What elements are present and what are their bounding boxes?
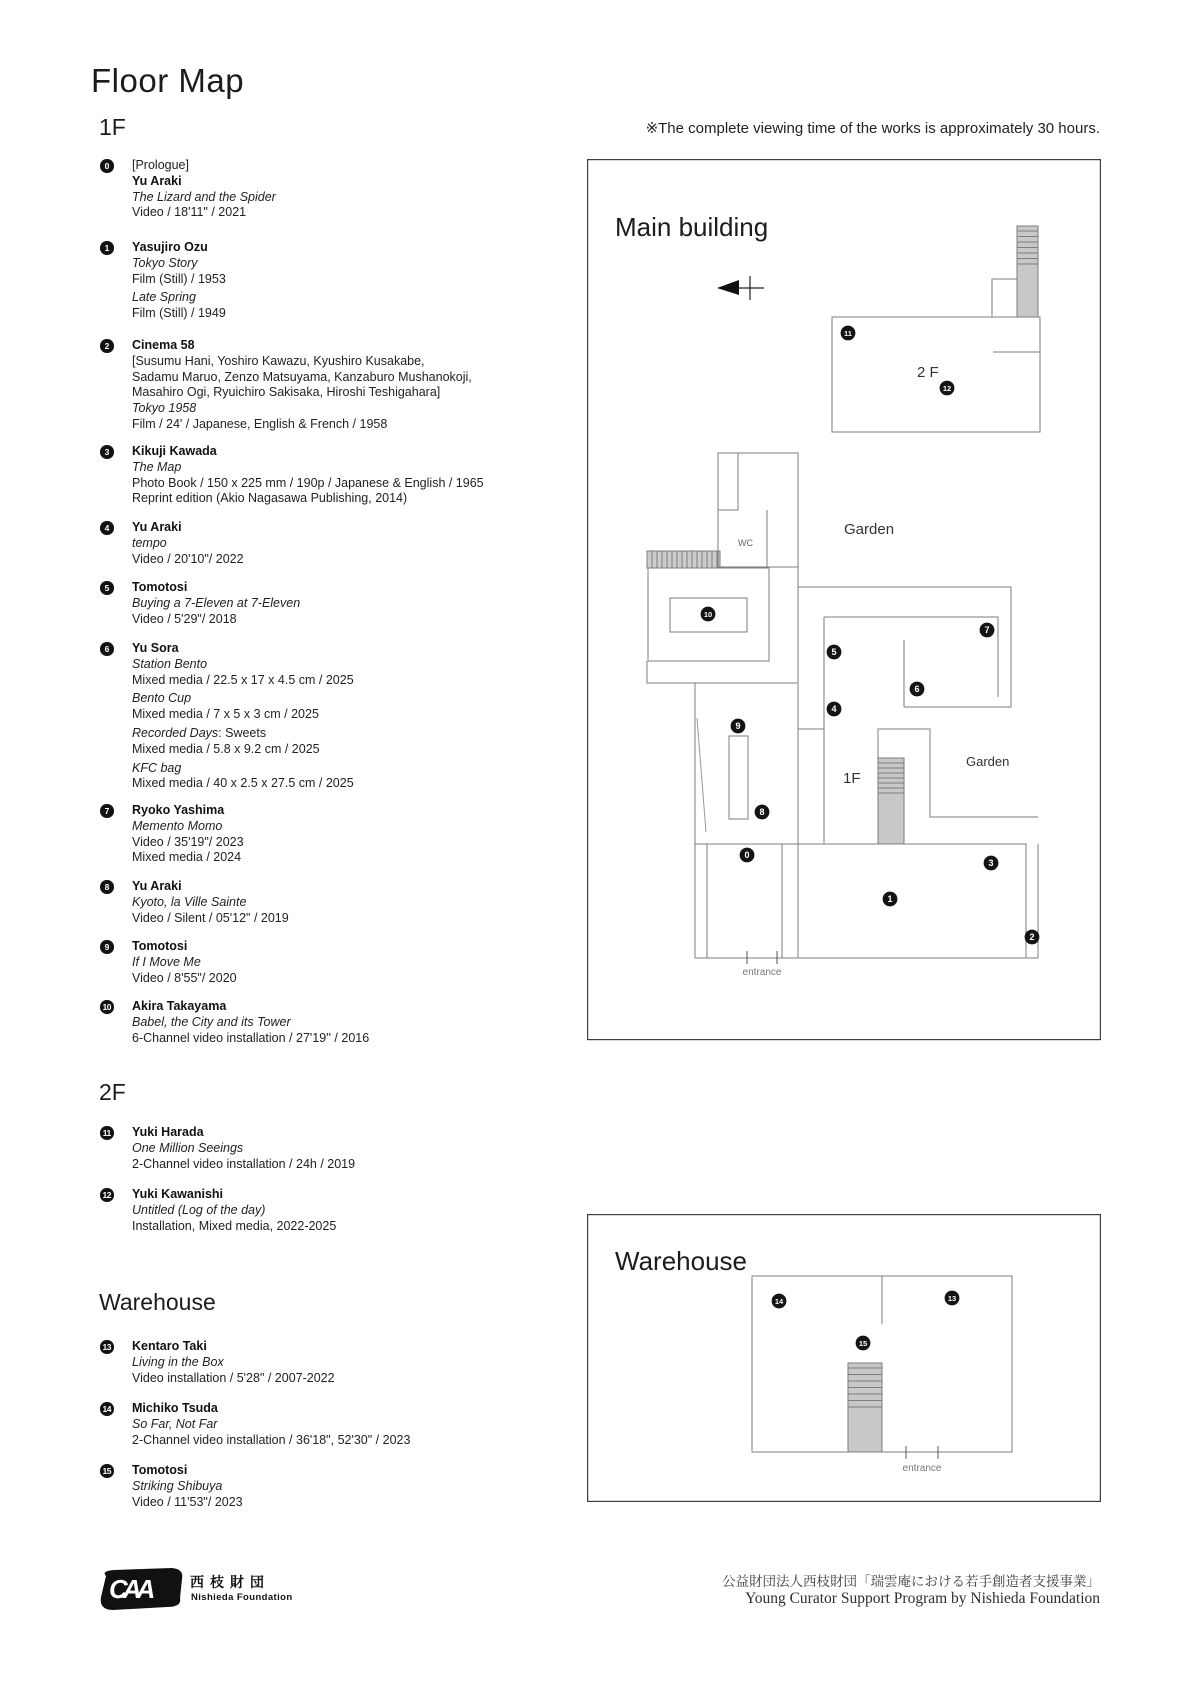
item-number-badge: 1: [100, 241, 114, 255]
item-number-badge: 14: [100, 1402, 114, 1416]
map-label: entrance: [902, 1463, 942, 1474]
item-line: 6-Channel video installation / 27'19'' / 2016: [132, 1030, 370, 1045]
item-line: Buying a 7-Eleven at 7-Eleven: [132, 595, 301, 610]
item-line: Yuki Kawanishi: [132, 1187, 224, 1201]
item-lines: [132, 240, 226, 322]
svg-text:8: 8: [759, 807, 765, 818]
floor-heading-warehouse: Warehouse: [99, 1289, 216, 1315]
item-lines: [132, 580, 300, 627]
item-line: Yu Araki: [132, 173, 182, 188]
item-number-badge: 6: [100, 642, 114, 656]
item-line: Video / 8'55"/ 2020: [132, 970, 237, 985]
item-line: Video installation / 5'28" / 2007-2022: [132, 1370, 335, 1385]
item-line: Tomotosi: [132, 939, 188, 953]
svg-text:2: 2: [1029, 932, 1035, 943]
map-label: Garden: [966, 754, 1010, 769]
walls-1f: [647, 453, 1038, 958]
map-marker-14: [772, 1294, 787, 1309]
item-line: Yu Araki: [132, 879, 182, 893]
main-building-map-title: Main building: [615, 212, 769, 242]
item-number-badge: 5: [100, 581, 114, 595]
map-marker-0: [740, 848, 755, 863]
item-line: Michiko Tsuda: [132, 1401, 218, 1415]
item-line: Video / 20'10"/ 2022: [132, 551, 244, 566]
item-line: Living in the Box: [132, 1354, 224, 1369]
map-marker-2: [1025, 930, 1040, 945]
item-line: Mixed media / 5.8 x 9.2 cm / 2025: [132, 741, 320, 756]
item-line: Kikuji Kawada: [132, 444, 217, 458]
floor-heading-2f: 2F: [99, 1079, 126, 1105]
map-marker-4: [827, 702, 842, 717]
item-line: Akira Takayama: [132, 999, 227, 1013]
item-line: Video / Silent / 05'12" / 2019: [132, 910, 289, 925]
item-lines: [132, 1339, 335, 1386]
item-line: Late Spring: [132, 290, 196, 305]
item-line: 2-Channel video installation / 24h / 2019: [132, 1156, 356, 1171]
nishieda-foundation-logo: [96, 1566, 188, 1612]
item-line: [Susumu Hani, Yoshiro Kawazu, Kyushiro Kusakabe,: [132, 353, 425, 368]
item-number-badge: 10: [100, 1000, 114, 1014]
svg-text:4: 4: [831, 704, 837, 715]
svg-text:14: 14: [774, 1297, 784, 1307]
item-line: [Prologue]: [132, 158, 189, 172]
item-line: Mixed media / 7 x 5 x 3 cm / 2025: [132, 707, 319, 722]
item-line: Ryoko Yashima: [132, 803, 225, 817]
item-line: Reprint edition (Akio Nagasawa Publishing, 2014): [132, 491, 408, 506]
svg-text:12: 12: [942, 384, 952, 394]
item-line: Station Bento: [132, 656, 208, 671]
stairs-warehouse: [848, 1363, 882, 1452]
item-line: Striking Shibuya: [132, 1478, 223, 1493]
item-number-badge: 9: [100, 940, 114, 954]
credit-english: Young Curator Support Program by Nishieda Foundation: [745, 1590, 1100, 1607]
item-lines: [132, 444, 484, 507]
item-line: Video / 5'29"/ 2018: [132, 611, 237, 626]
stairs-1f: [878, 758, 904, 844]
map-marker-8: [755, 805, 770, 820]
item-line: Kentaro Taki: [132, 1339, 207, 1353]
item-line: Film (Still) / 1953: [132, 271, 226, 286]
item-line: 2-Channel video installation / 36'18", 52'30" / 2023: [132, 1432, 411, 1447]
map-label: Garden: [844, 521, 895, 538]
item-number-badge: 13: [100, 1340, 114, 1354]
item-number-badge: 12: [100, 1188, 114, 1202]
item-line: Mixed media / 22.5 x 17 x 4.5 cm / 2025: [132, 672, 354, 687]
warehouse-map-title: Warehouse: [615, 1246, 747, 1276]
item-line: Yuki Harada: [132, 1125, 204, 1139]
logo-mark-text: CAA: [109, 1574, 151, 1604]
item-line: Memento Momo: [132, 818, 223, 833]
item-line: Masahiro Ogi, Ryuichiro Sakisaka, Hiroshi Teshigahara]: [132, 385, 441, 400]
item-number-badge: 3: [100, 445, 114, 459]
item-lines: [132, 879, 289, 926]
item-lines: [132, 338, 472, 433]
item-line: Film (Still) / 1949: [132, 306, 226, 321]
item-line: If I Move Me: [132, 954, 201, 969]
item-line: Babel, the City and its Tower: [132, 1014, 291, 1029]
item-number-badge: 4: [100, 521, 114, 535]
item-number-badge: 8: [100, 880, 114, 894]
map-marker-7: [980, 623, 995, 638]
item-number-badge: 11: [100, 1126, 114, 1140]
credit-japanese: 公益財団法人西枝財団「瑞雲庵における若手創造者支援事業」: [722, 1574, 1100, 1589]
walls-2f: [832, 279, 1040, 432]
item-line: Photo Book / 150 x 225 mm / 190p / Japanese & English / 1965: [132, 475, 484, 490]
map-marker-1: [883, 892, 898, 907]
item-line: KFC bag: [132, 760, 182, 775]
map-marker-12: [940, 381, 955, 396]
north-arrow-icon: [717, 276, 764, 300]
item-lines: [132, 999, 369, 1046]
item-line: Recorded Days: Sweets: [132, 725, 267, 740]
warehouse-map-frame: [588, 1215, 1101, 1502]
floor-heading-1f: 1F: [99, 114, 126, 140]
item-line: The Lizard and the Spider: [132, 189, 276, 204]
svg-text:15: 15: [858, 1339, 868, 1349]
item-line: Video / 11'53"/ 2023: [132, 1494, 243, 1509]
item-lines: [132, 520, 244, 567]
item-line: Tokyo 1958: [132, 401, 197, 416]
item-line: Film / 24' / Japanese, English & French / 1958: [132, 416, 388, 431]
map-label: WC: [738, 538, 753, 548]
item-line: Video / 18'11" / 2021: [132, 205, 247, 220]
item-lines: [132, 1187, 336, 1234]
item-line: Video / 35'19"/ 2023: [132, 834, 244, 849]
map-label: entrance: [742, 967, 782, 978]
svg-text:13: 13: [947, 1294, 957, 1304]
map-marker-3: [984, 856, 999, 871]
item-line: Kyoto, la Ville Sainte: [132, 894, 247, 909]
svg-text:0: 0: [744, 850, 750, 861]
item-line: So Far, Not Far: [132, 1416, 218, 1431]
item-number-badge: 7: [100, 804, 114, 818]
item-lines: [132, 641, 354, 792]
item-line: Installation, Mixed media, 2022-2025: [132, 1218, 337, 1233]
item-line: One Million Seeings: [132, 1140, 244, 1155]
item-number-badge: 0: [100, 159, 114, 173]
map-marker-13: [945, 1291, 960, 1306]
item-lines: [132, 1463, 243, 1510]
hatched-veranda: [647, 551, 720, 568]
warehouse-floor-plan: [587, 1214, 1101, 1502]
svg-text:11: 11: [844, 329, 852, 339]
map-label: 1F: [843, 770, 861, 787]
item-line: Tomotosi: [132, 580, 188, 594]
item-line: The Map: [132, 459, 182, 474]
logo-japanese-name: 西枝財団: [190, 1574, 270, 1590]
item-line: Yu Araki: [132, 520, 182, 534]
item-line: Yu Sora: [132, 641, 179, 655]
item-line: Cinema 58: [132, 338, 195, 352]
svg-text:1: 1: [887, 894, 893, 905]
item-lines: [132, 1401, 410, 1448]
svg-text:5: 5: [831, 647, 837, 658]
svg-text:9: 9: [735, 721, 741, 732]
item-number-badge: 15: [100, 1464, 114, 1478]
page-title: Floor Map: [91, 62, 245, 99]
item-line: Mixed media / 2024: [132, 850, 242, 865]
item-lines: [132, 803, 244, 866]
item-number-badge: 2: [100, 339, 114, 353]
item-line: Tomotosi: [132, 1463, 188, 1477]
logo-english-name: Nishieda Foundation: [191, 1592, 293, 1603]
map-marker-15: [856, 1336, 871, 1351]
item-lines: [132, 939, 237, 986]
item-line: Sadamu Maruo, Zenzo Matsuyama, Kanzaburo Mushanokoji,: [132, 369, 472, 384]
stairs-2f: [1017, 226, 1038, 317]
svg-text:10: 10: [703, 610, 713, 620]
main-building-floor-plan: [587, 159, 1101, 1041]
map-marker-10: [701, 607, 716, 622]
work-list: [0, 0, 587, 1683]
item-lines: [132, 1125, 355, 1172]
item-line: Tokyo Story: [132, 255, 198, 270]
svg-text:3: 3: [988, 858, 994, 869]
viewing-time-note: ※The complete viewing time of the works is approximately 30 hours.: [645, 120, 1100, 137]
map-marker-6: [910, 682, 925, 697]
item-line: Untitled (Log of the day): [132, 1202, 266, 1217]
svg-text:7: 7: [984, 625, 990, 636]
item-line: tempo: [132, 535, 167, 550]
map-marker-11: [841, 326, 856, 341]
map-label: 2 F: [917, 364, 939, 381]
svg-text:6: 6: [914, 684, 920, 695]
map-marker-5: [827, 645, 842, 660]
item-line: Mixed media / 40 x 2.5 x 27.5 cm / 2025: [132, 776, 354, 791]
item-line: Bento Cup: [132, 691, 192, 706]
item-line: Yasujiro Ozu: [132, 240, 208, 254]
map-marker-9: [731, 719, 746, 734]
item-lines: [132, 158, 276, 221]
